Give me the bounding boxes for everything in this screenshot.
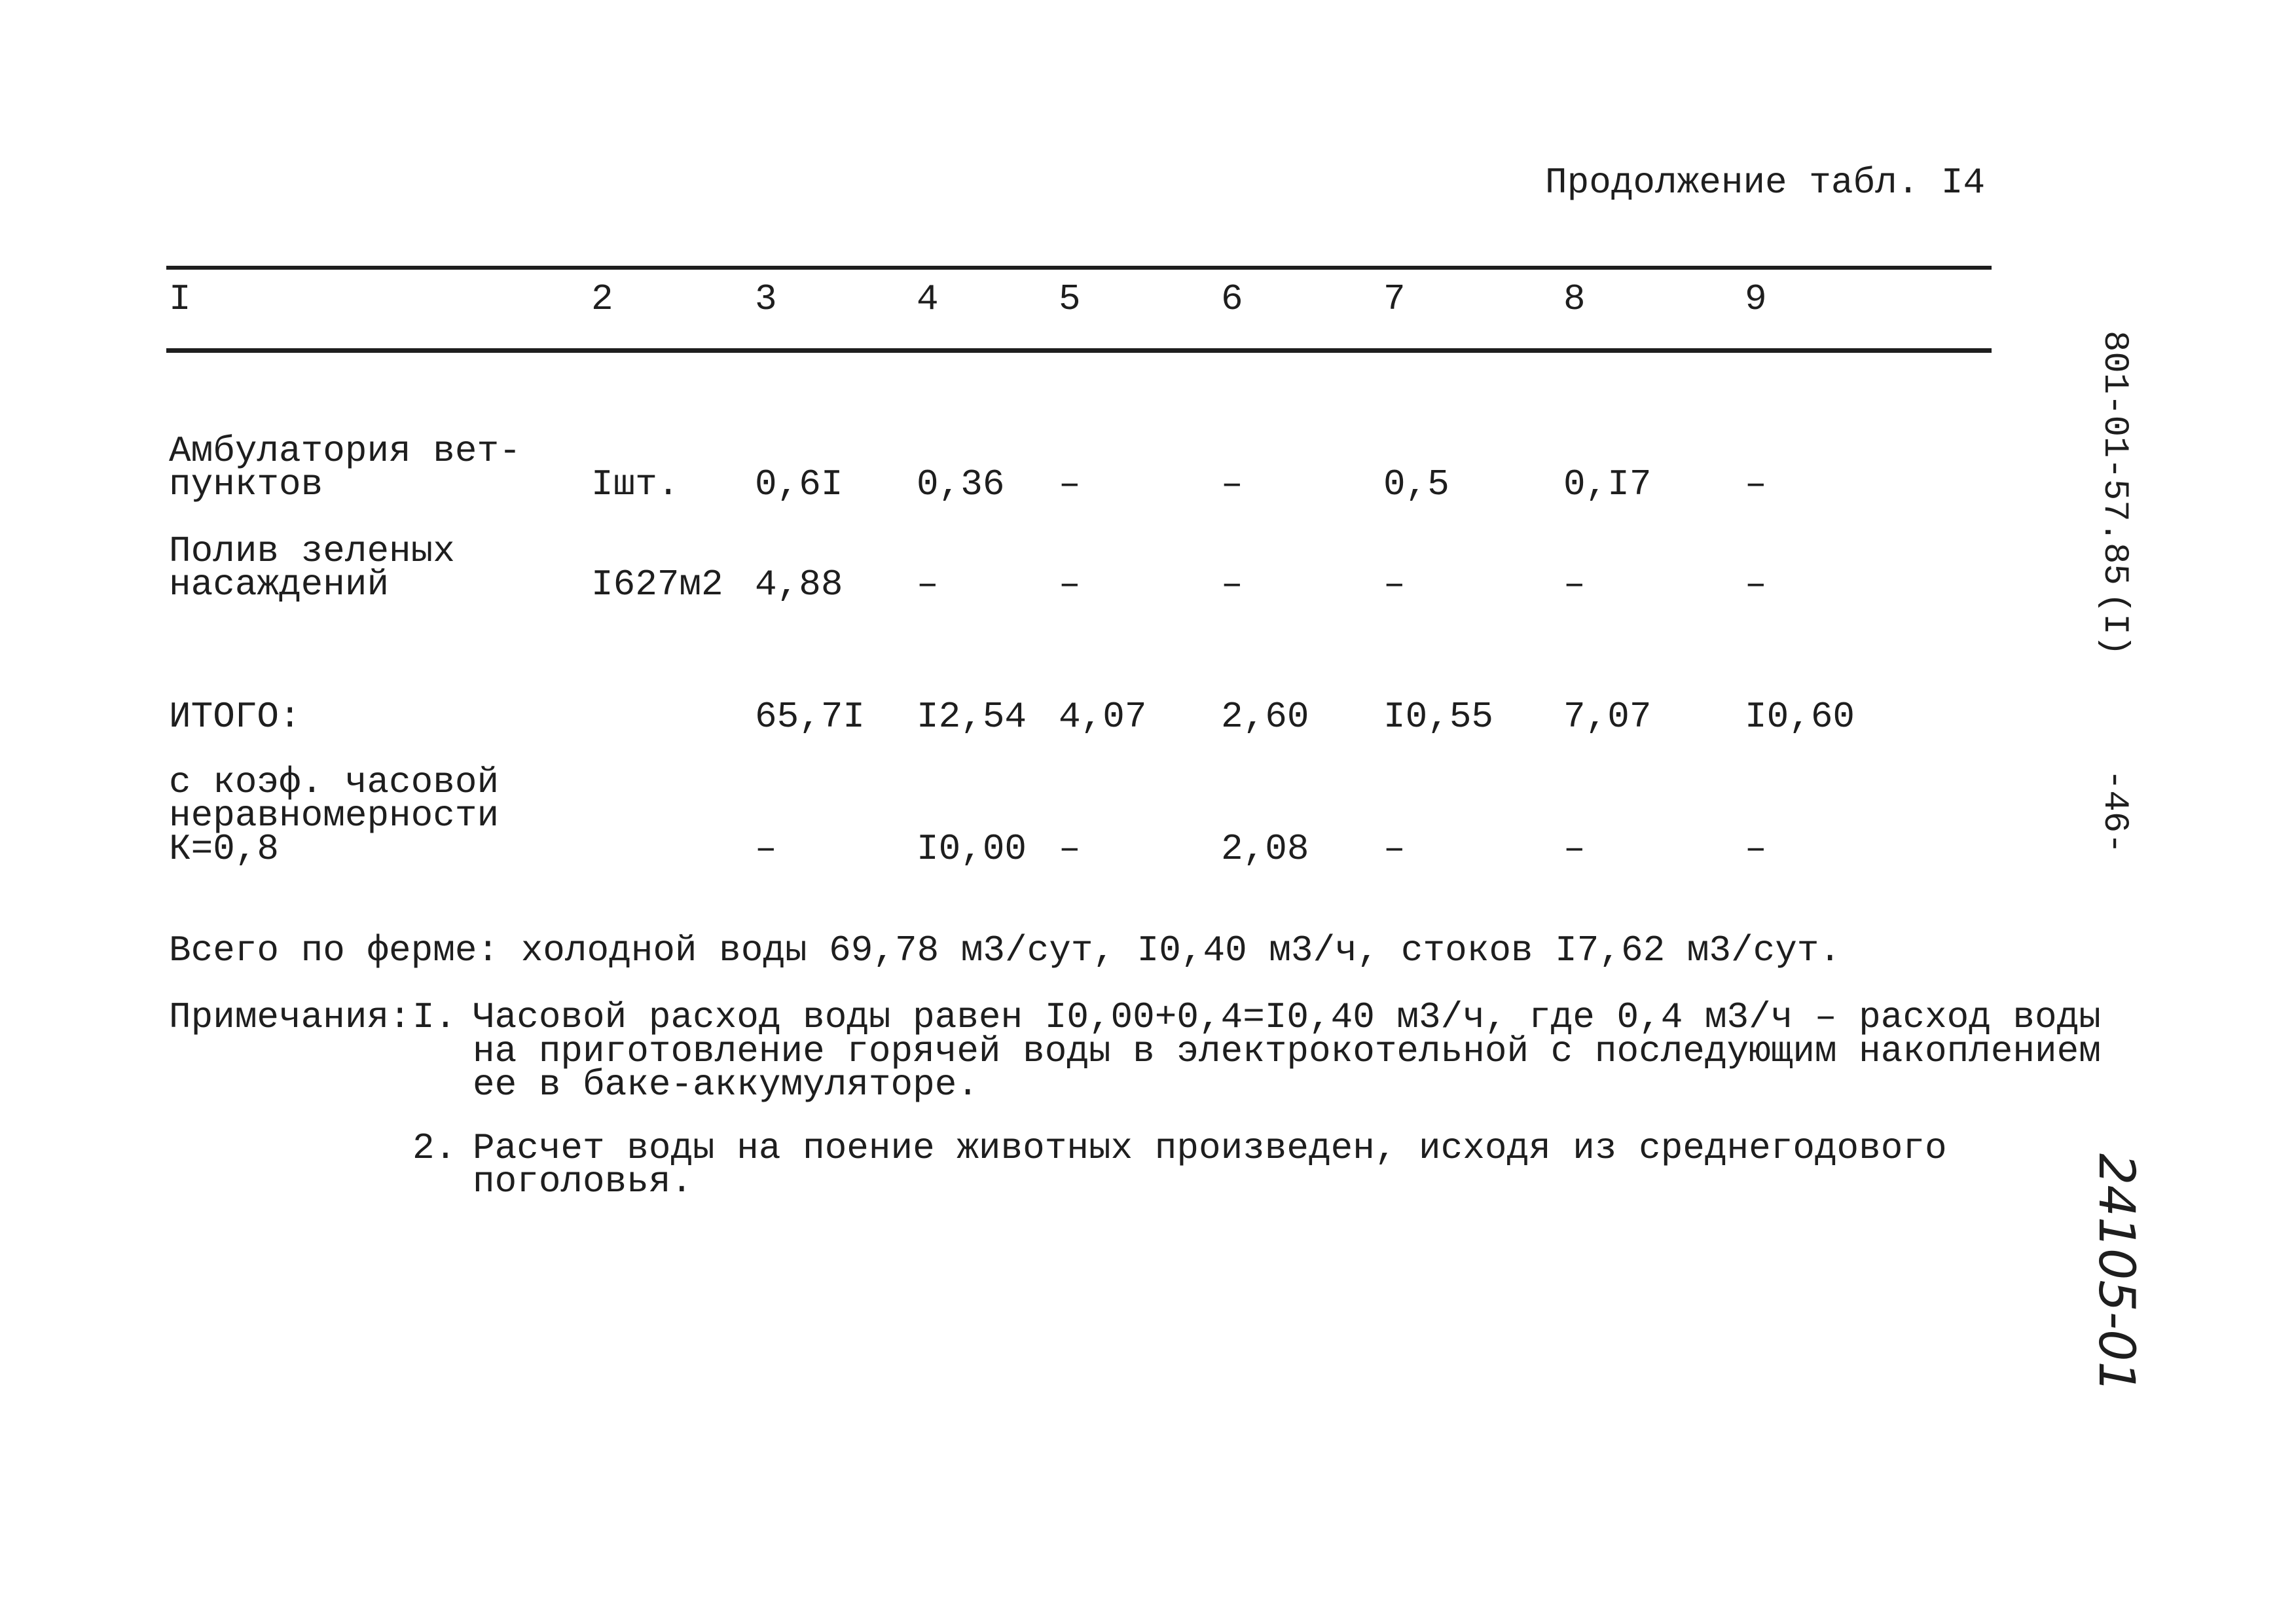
table-header-rule	[166, 348, 1992, 353]
table-cell: –	[1745, 828, 1767, 870]
column-header: 3	[755, 278, 777, 320]
column-header: 4	[917, 278, 939, 320]
row-name-line: Амбулатория вет-	[169, 430, 521, 472]
table-cell: 65,7I	[755, 696, 866, 738]
row-name-line: К=0,8	[169, 828, 280, 870]
table-cell: –	[1383, 828, 1406, 870]
table-cell: 0,6I	[755, 463, 843, 505]
table-cell: –	[1221, 463, 1243, 505]
column-header: 6	[1221, 278, 1243, 320]
table-cell: 2,08	[1221, 828, 1309, 870]
farm-total-line: Всего по ферме: холодной воды 69,78 м3/сут, I0,40 м3/ч, стоков I7,62 м3/сут.	[169, 929, 1842, 971]
page-number: -46-	[2094, 769, 2134, 854]
table-cell: I0,55	[1383, 696, 1494, 738]
column-header: 9	[1745, 278, 1767, 320]
table-cell: 2,60	[1221, 696, 1309, 738]
table-cell: –	[1745, 564, 1767, 605]
column-header: 5	[1059, 278, 1081, 320]
table-cell: I0,00	[917, 828, 1027, 870]
row-name-line: пунктов	[169, 463, 323, 505]
note-line: Часовой расход воды равен I0,00+0,4=I0,40 м3/ч, где 0,4 м3/ч – расход воды	[473, 996, 2101, 1038]
table-cell: I2,54	[917, 696, 1027, 738]
table-cell: –	[1383, 564, 1406, 605]
table-cell: –	[1745, 463, 1767, 505]
table-cell: 0,I7	[1563, 463, 1652, 505]
row-name-line: неравномерности	[169, 795, 500, 837]
table-cell: –	[755, 828, 777, 870]
sheet-number: (I)	[2094, 592, 2134, 657]
note-line: Расчет воды на поение животных произведен, исходя из среднегодового	[473, 1127, 1947, 1169]
table-cell: 7,07	[1563, 696, 1652, 738]
note-number: I.	[412, 996, 457, 1038]
row-name-line: с коэф. часовой	[169, 761, 500, 803]
note-line: на приготовление горячей воды в электрокотельной с последующим накоплением	[473, 1030, 2101, 1072]
table-cell: –	[1563, 828, 1586, 870]
notes-label: Примечания:	[169, 996, 411, 1038]
table-cell: 4,07	[1059, 696, 1147, 738]
note-number: 2.	[412, 1127, 457, 1169]
row-name-line: Полив зеленых	[169, 530, 455, 572]
table-cell: I0,60	[1745, 696, 1855, 738]
table-cell: –	[1563, 564, 1586, 605]
table-cell: 0,36	[917, 463, 1005, 505]
column-header: 2	[591, 278, 613, 320]
table-cell: –	[1059, 463, 1081, 505]
row-name-line: насаждений	[169, 564, 390, 605]
table-cell: 4,88	[755, 564, 843, 605]
row-name-line: ИТОГО:	[169, 696, 301, 738]
column-header: I	[169, 278, 191, 320]
table-caption: Продолжение табл. I4	[1545, 162, 1986, 204]
note-line: ее в баке-аккумуляторе.	[473, 1064, 979, 1106]
table-cell: –	[1059, 564, 1081, 605]
table-cell: –	[1059, 828, 1081, 870]
table-cell: I627м2	[591, 564, 723, 605]
note-line: поголовья.	[473, 1161, 693, 1202]
table-top-rule	[166, 266, 1992, 270]
table-cell: –	[917, 564, 939, 605]
handwritten-inventory-number: 24105-01	[2088, 1153, 2146, 1393]
table-cell: Iшт.	[591, 463, 680, 505]
table-cell: 0,5	[1383, 463, 1449, 505]
table-cell: –	[1221, 564, 1243, 605]
column-header: 8	[1563, 278, 1586, 320]
column-header: 7	[1383, 278, 1406, 320]
document-code: 801-01-57.85	[2094, 331, 2134, 585]
